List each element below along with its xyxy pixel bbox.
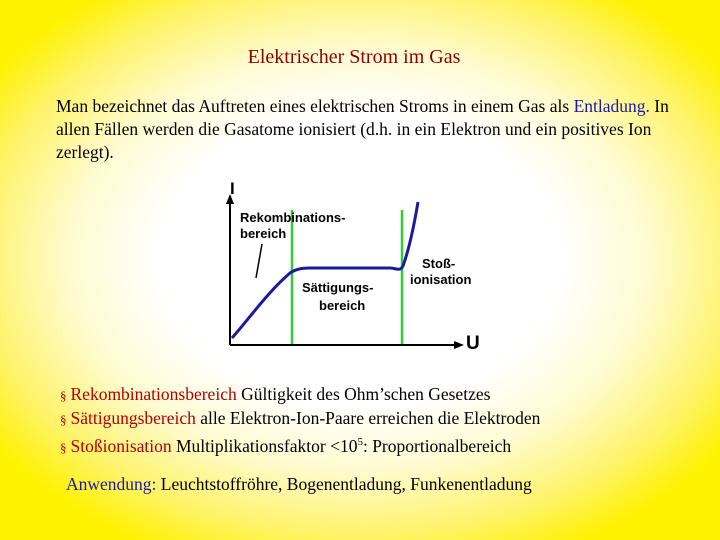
bullet-text: Multiplikationsfaktor <10 bbox=[171, 435, 358, 456]
bullet-list bbox=[60, 383, 700, 459]
iu-characteristic-svg bbox=[210, 180, 502, 366]
bullet-term: Stoßionisation bbox=[70, 435, 172, 456]
label-saturation-line2: bereich bbox=[319, 298, 366, 313]
label-recombination-line2: bereich bbox=[240, 226, 287, 241]
bullet-text: Gültigkeit des Ohm’schen Gesetzes bbox=[236, 384, 491, 404]
bullet-impact-ionization bbox=[60, 431, 700, 459]
label-impact-line1: Stoß- bbox=[422, 256, 456, 271]
bullet-text-after: : Proportionalbereich bbox=[362, 435, 512, 456]
label-impact-line2: ionisation bbox=[410, 272, 472, 287]
page-title: Elektrischer Strom im Gas bbox=[247, 46, 461, 68]
intro-text-part2: In allen Fällen werden die Gasatome ionisiert (d.h. in ein Elektron und ein positives Ion zerlegt). bbox=[56, 96, 669, 162]
bullet-marker: § bbox=[60, 388, 67, 403]
application-label: Anwendung: bbox=[66, 474, 157, 494]
intro-paragraph bbox=[56, 95, 686, 164]
recombination-pointer-line bbox=[256, 244, 262, 278]
intro-text-part1: Man bezeichnet das Auftreten eines elektrischen Stroms in einem Gas als bbox=[56, 96, 570, 116]
bullet-marker: § bbox=[60, 412, 67, 427]
bullet-saturation bbox=[60, 407, 700, 431]
x-axis-label: U bbox=[466, 333, 480, 354]
current-voltage-diagram bbox=[210, 180, 502, 366]
bullet-marker: § bbox=[60, 439, 67, 455]
bullet-text: alle Elektron-Ion-Paare erreichen die Elektroden bbox=[195, 408, 541, 428]
bullet-term: Sättigungsbereich bbox=[70, 408, 196, 428]
x-axis-arrow bbox=[454, 341, 464, 349]
y-axis-label: I bbox=[230, 180, 235, 198]
bullet-recombination bbox=[60, 383, 700, 407]
intro-term-entladung: Entladung. bbox=[573, 96, 650, 116]
label-recombination-line1: Rekombinations- bbox=[240, 210, 346, 225]
application-line bbox=[66, 474, 706, 495]
application-text: Leuchtstoffröhre, Bogenentladung, Funkenentladung bbox=[156, 474, 532, 494]
bullet-exponent: 5 bbox=[357, 436, 363, 448]
label-saturation-line1: Sättigungs- bbox=[302, 280, 374, 295]
bullet-term: Rekombinationsbereich bbox=[70, 384, 237, 404]
